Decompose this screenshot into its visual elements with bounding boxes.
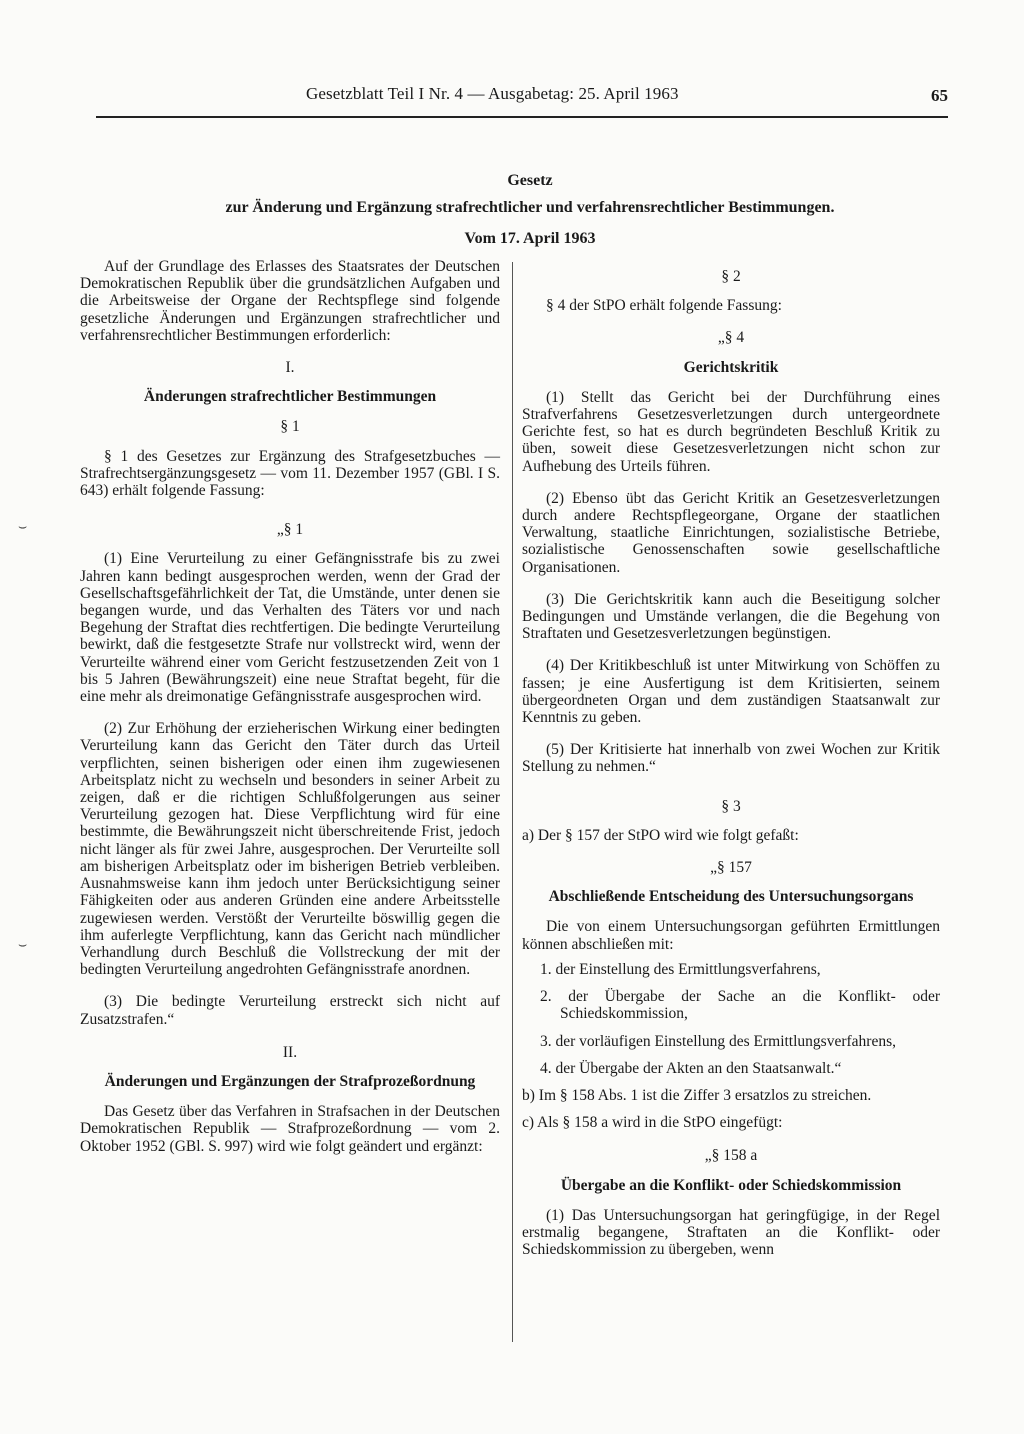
section-text: § 1 des Gesetzes zur Ergänzung des Strafgesetzbuches — Strafrechtsergänzungsgesetz — vom 11. Dezember 1957 (GBl. I S. 643) erhält folgende Fassung: [80,447,500,500]
margin-mark: ⌣ [18,520,28,535]
right-column [522,258,940,1273]
section-label: „§ 4 [717,329,745,347]
sub-item: a) Der § 157 der StPO wird wie folgt gefaßt: [522,826,799,844]
part-number: I. [285,359,295,377]
paragraph: Das Gesetz über das Verfahren in Strafsachen in der Deutschen Demokratischen Republik — Strafprozeßordnung — vom 2. Oktober 1952 (GBl. S. 997) wird wie folgt geändert und ergänzt: [80,1103,500,1155]
part-heading: Änderungen und Ergänzungen der Strafprozeßordnung [104,1072,476,1090]
left-column [80,258,500,1170]
list-item: 4. der Übergabe der Akten an den Staatsanwalt.“ [540,1059,842,1077]
list-item: 2. der Übergabe der Sache an die Konflikt- oder Schiedskommission, [540,988,940,1023]
running-title: Gesetzblatt Teil I Nr. 4 — Ausgabetag: 25. April 1963 [306,84,679,103]
paragraph: (1) Eine Verurteilung zu einer Gefängnisstrafe bis zu zwei Jahren kann bedingt ausgesprochen werden, wenn der Grad der Gesellschaftsgefährlichkeit der Tat, die Umstände, unter denen sie begangen wurde, und das Verhalten des Täters vor und nach Begehung der Straftat dies rechtfertigen. Die bedingte Verurteilung bewirkt, daß die festgesetzte Strafe nur vollstreckt wird, wenn der Verurteilte während einer vom Gericht festzusetzenden Zeit von 1 bis 5 Jahren (Bewährungszeit) eine neue Straftat begeht, für die eine mehr als dreimonatige Gefängnisstrafe ausgesprochen wird. [80,550,500,706]
part-heading: Änderungen strafrechtlicher Bestimmungen [143,388,437,406]
page-header [96,84,948,118]
page-number: 65 [931,86,948,105]
section-label: „§ 158 a [704,1147,758,1165]
paragraph: (2) Ebenso übt das Gericht Kritik an Gesetzesverletzungen durch andere Rechtspflegeorgane, Organe der staatlichen Verwaltung, staatliche Einrichtungen, sozialistische Betriebe, sozialistische Genossenschaften sowie gesellschaftliche Organisationen. [522,489,940,576]
paragraph: (2) Zur Erhöhung der erzieherischen Wirkung einer bedingten Verurteilung kann das Gericht den Täter durch das Urteil verpflichten, seinen bisherigen oder einen ihm zugewiesenen Arbeitsplatz nicht zu wechseln und besonders in seiner Arbeit zu zeigen, daß er die richtigen Schlußfolgerungen aus seiner Verurteilung gezogen hat. Diese Verpflichtung wird für eine bestimmte, die Bewährungszeit nicht überschreitende Frist, jedoch nicht länger als für zwei Jahre, ausgesprochen. Der Verurteilte soll am bisherigen Arbeitsplatz oder im bisherigen Betrieb verbleiben. Ausnahmsweise kann ihm jedoch unter Berücksichtigung seiner Fähigkeiten oder aus anderen Gründen eine andere Arbeitsstelle zugewiesen werden. Verstößt der Verurteilte böswillig gegen die ihm auferlegte Verpflichtung, kann das Gericht nach mündlicher Verhandlung durch Beschluß die Vollstreckung der mit der bedingten Verurteilung angedrohten Gefängnisstrafe anordnen. [80,720,500,979]
law-title: Gesetz [507,172,553,189]
law-date: Vom 17. April 1963 [464,230,596,247]
section-label: „§ 1 [276,521,304,539]
paragraph: (1) Stellt das Gericht bei der Durchführung eines Strafverfahrens Gesetzesverletzungen durch untergeordnete Gerichte fest, so hat es durch begründeten Beschluß Kritik zu üben, soweit diese Gesetzesverletzungen nicht schon zur Aufhebung des Urteils führen. [522,388,940,475]
paragraph: Die von einem Untersuchungsorgan geführten Ermittlungen können abschließen mit: [522,918,940,953]
section-label: § 2 [721,268,741,285]
list-item: 3. der vorläufigen Einstellung des Ermittlungsverfahrens, [540,1032,896,1050]
sub-item: b) Im § 158 Abs. 1 ist die Ziffer 3 ersatzlos zu streichen. [522,1086,872,1104]
section-heading: Abschließende Entscheidung des Untersuchungsorgans [548,888,914,906]
paragraph: (3) Die Gerichtskritik kann auch die Beseitigung solcher Bedingungen und Umstände verlangen, die die Begehung von Straftaten und Gesetzesverletzungen begünstigen. [522,590,940,643]
section-heading: Übergabe an die Konflikt- oder Schiedskommission [560,1176,902,1194]
margin-mark: ⌣ [18,938,28,953]
column-divider [512,262,513,1342]
section-text: § 4 der StPO erhält folgende Fassung: [546,297,782,315]
section-heading: Gerichtskritik [683,358,779,376]
section-label: „§ 157 [710,859,752,877]
section-label: § 1 [280,418,300,436]
paragraph: (5) Der Kritisierte hat innerhalb von zwei Wochen zur Kritik Stellung zu nehmen.“ [522,741,940,776]
part-number: II. [282,1043,298,1061]
paragraph: (4) Der Kritikbeschluß ist unter Mitwirkung von Schöffen zu fassen; je eine Ausfertigung ist dem Kritisierten, seinem übergeordneten Organ und dem zuständigen Staatsanwalt zur Kenntnis zu geben. [522,657,940,727]
law-subtitle: zur Änderung und Ergänzung strafrechtlicher und verfahrensrechtlicher Bestimmungen. [225,199,835,216]
paragraph: (3) Die bedingte Verurteilung erstreckt sich nicht auf Zusatzstrafen.“ [80,993,500,1028]
preamble: Auf der Grundlage des Erlasses des Staatsrates der Deutschen Demokratischen Republik über die grundsätzlichen Aufgaben und die Arbeitsweise der Organe der Rechtspflege sind folgende gesetzliche Änderungen und Ergänzungen strafrechtlicher und verfahrensrechtlicher Bestimmungen erforderlich: [80,258,500,344]
paragraph: (1) Das Untersuchungsorgan hat geringfügige, in der Regel erstmalig begangene, Straftaten an die Konflikt- oder Schiedskommission zu übergeben, wenn [522,1206,940,1259]
list-item: 1. der Einstellung des Ermittlungsverfahrens, [540,960,821,978]
section-label: § 3 [721,797,741,815]
sub-item: c) Als § 158 a wird in die StPO eingefügt: [522,1114,783,1132]
